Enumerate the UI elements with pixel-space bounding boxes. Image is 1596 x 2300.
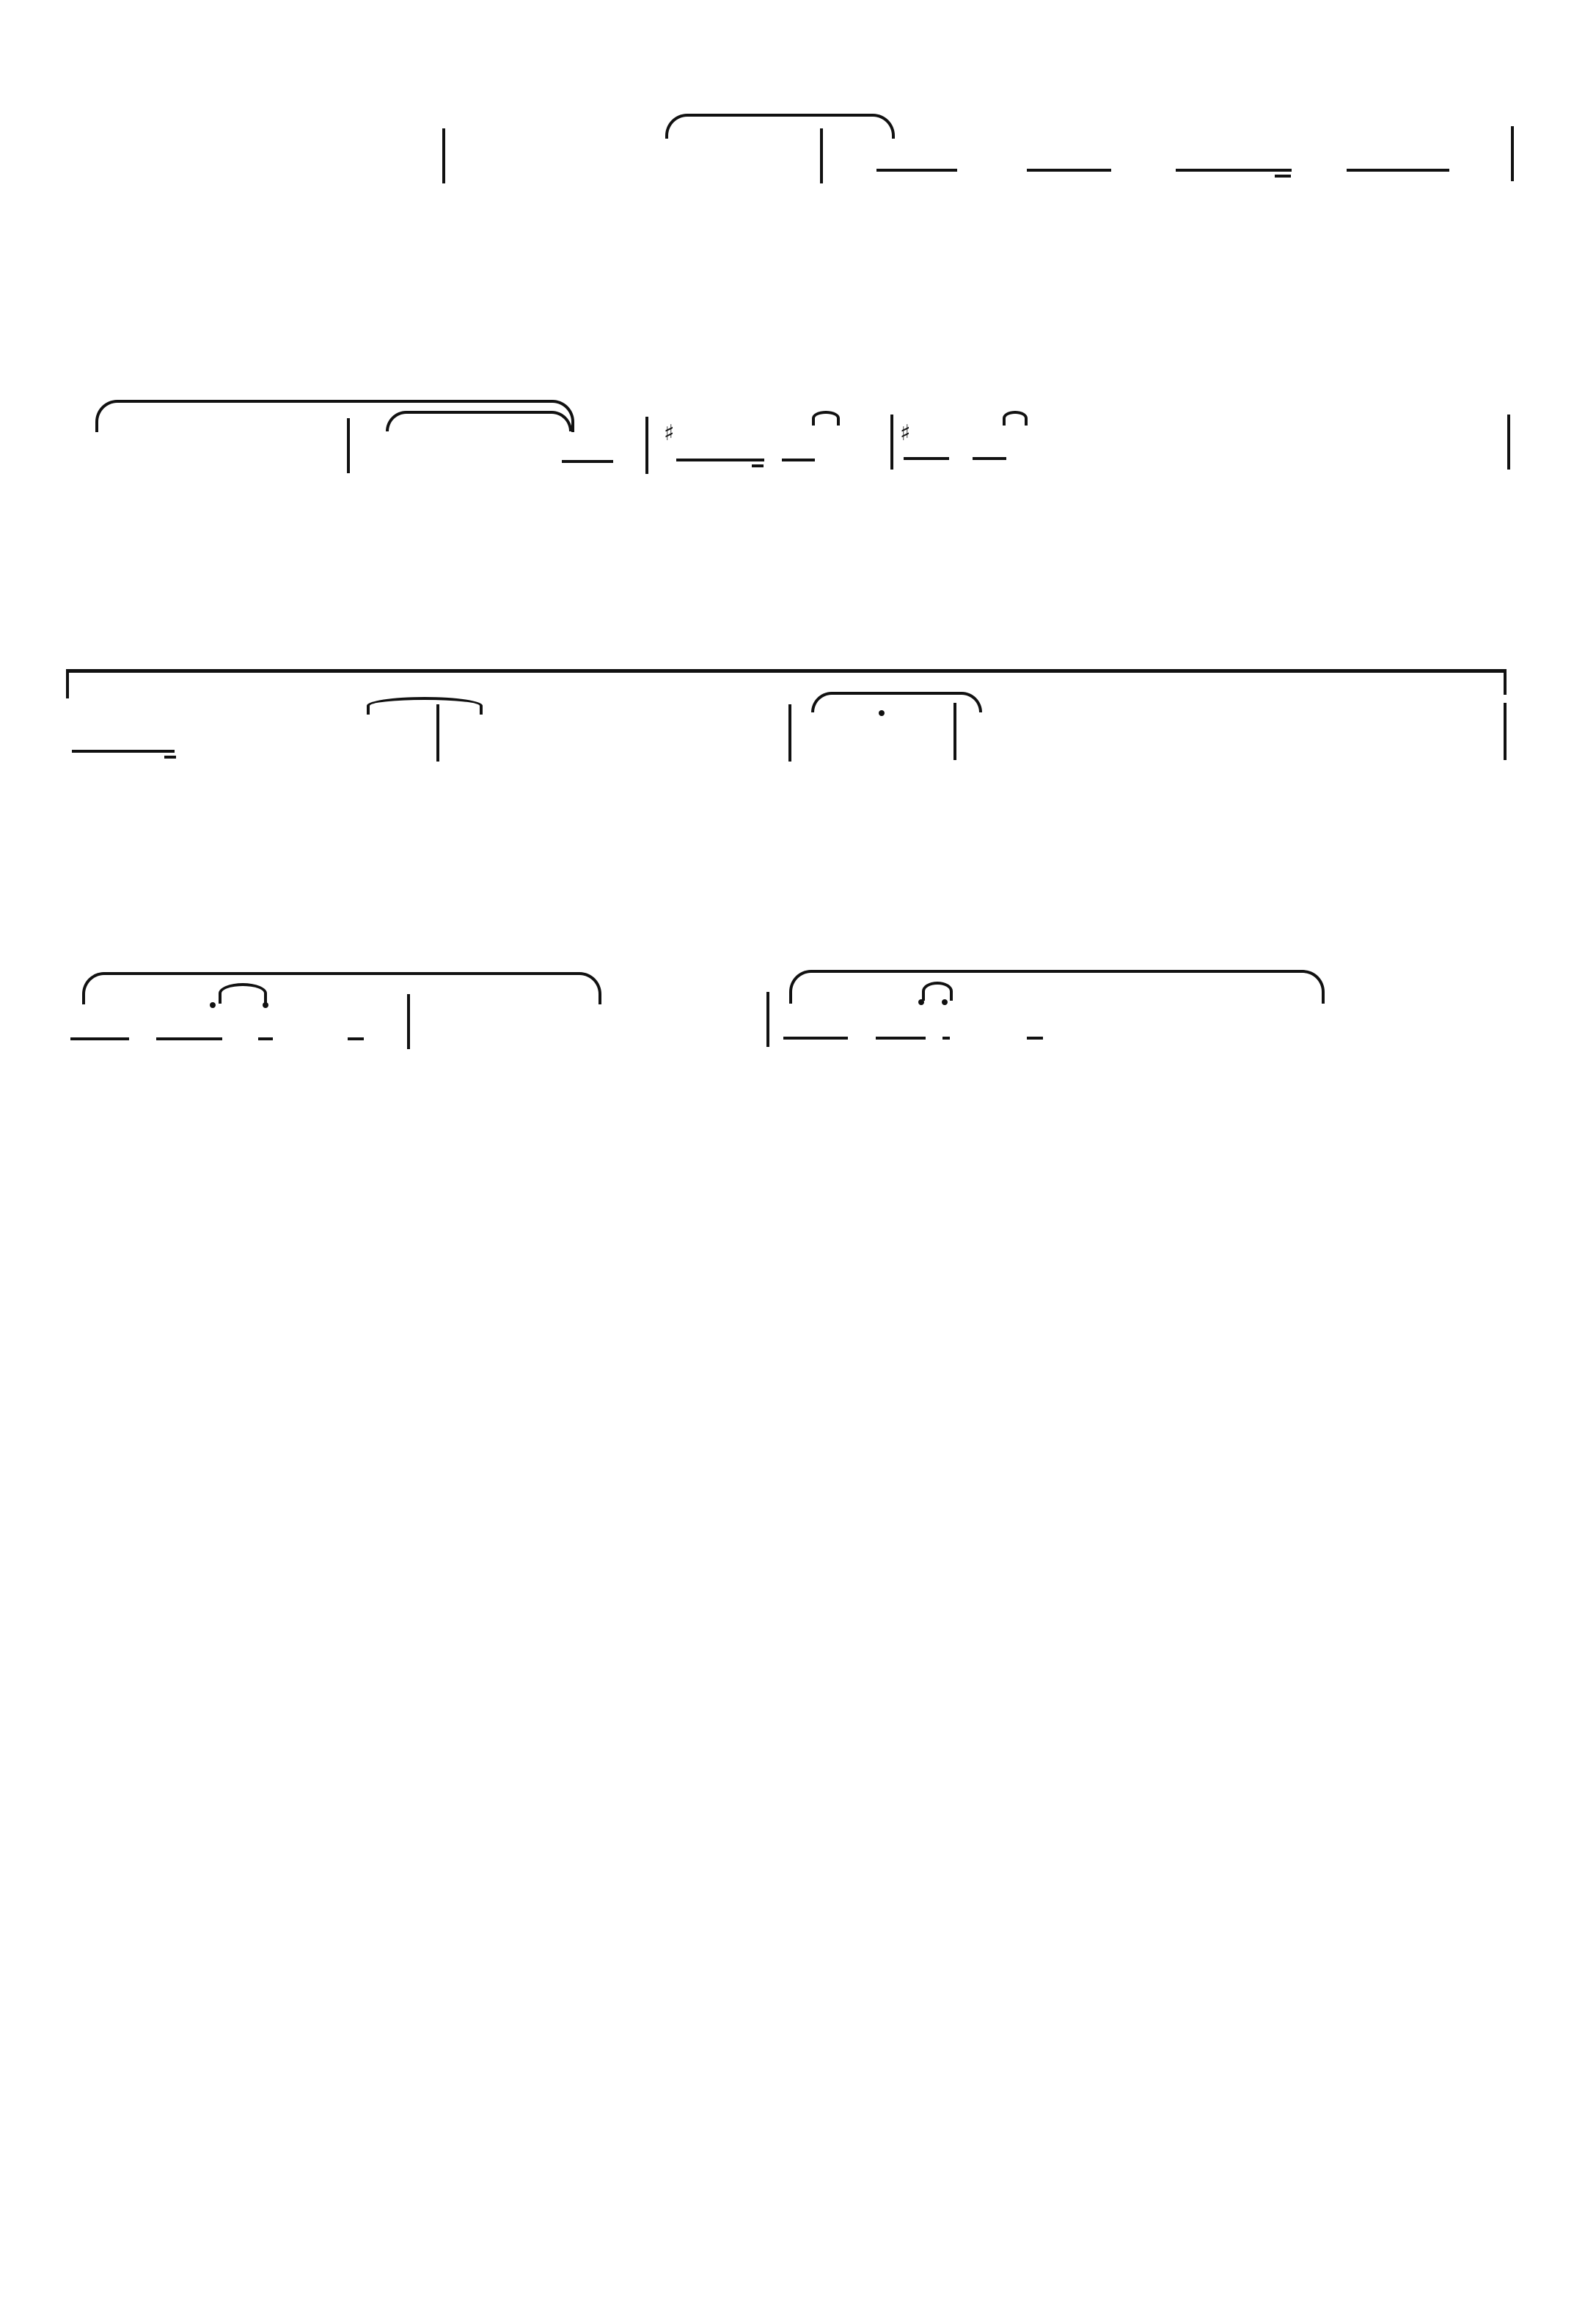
underline-beam	[876, 1037, 926, 1040]
barline	[436, 704, 439, 762]
barline	[407, 994, 410, 1049]
underline-beam	[676, 459, 764, 461]
barline	[645, 417, 648, 474]
barline	[442, 128, 445, 183]
underline-beam	[348, 1037, 364, 1040]
slur	[789, 970, 1325, 1004]
slur	[82, 972, 601, 1004]
underline-beam	[876, 169, 957, 172]
underline-beam	[1027, 1037, 1043, 1040]
tie	[922, 982, 953, 1001]
underline-beam	[904, 457, 949, 460]
barline	[953, 703, 956, 760]
underline-beam	[1176, 169, 1292, 172]
barline	[1504, 703, 1507, 760]
octave-dot	[210, 1002, 216, 1008]
slur	[665, 114, 895, 139]
tie	[812, 411, 840, 426]
barline	[820, 128, 823, 183]
underline-beam-2	[164, 756, 176, 759]
barline	[788, 704, 791, 762]
barline	[890, 415, 893, 470]
underline-beam	[782, 459, 815, 461]
underline-beam	[1347, 169, 1449, 172]
underline-beam	[973, 457, 1006, 460]
volta-bracket	[66, 669, 1507, 698]
underline-beam-2	[1275, 175, 1291, 178]
barline	[1507, 415, 1510, 470]
underline-beam	[942, 1037, 950, 1040]
tie	[1003, 411, 1028, 426]
underline-beam	[783, 1037, 848, 1040]
underline-beam	[1027, 169, 1111, 172]
underline-beam	[70, 1037, 129, 1040]
tie	[386, 411, 572, 431]
sharp-accidental: ♯	[900, 420, 911, 446]
slur	[811, 692, 982, 712]
underline-beam	[258, 1037, 273, 1040]
barline	[766, 992, 769, 1047]
sharp-accidental: ♯	[664, 420, 675, 446]
underline-beam	[156, 1037, 222, 1040]
underline-beam	[72, 750, 175, 753]
barline	[1511, 126, 1514, 181]
underline-beam-2	[752, 464, 764, 467]
tie	[367, 697, 483, 715]
underline-beam	[562, 460, 613, 463]
tie	[219, 983, 267, 1004]
